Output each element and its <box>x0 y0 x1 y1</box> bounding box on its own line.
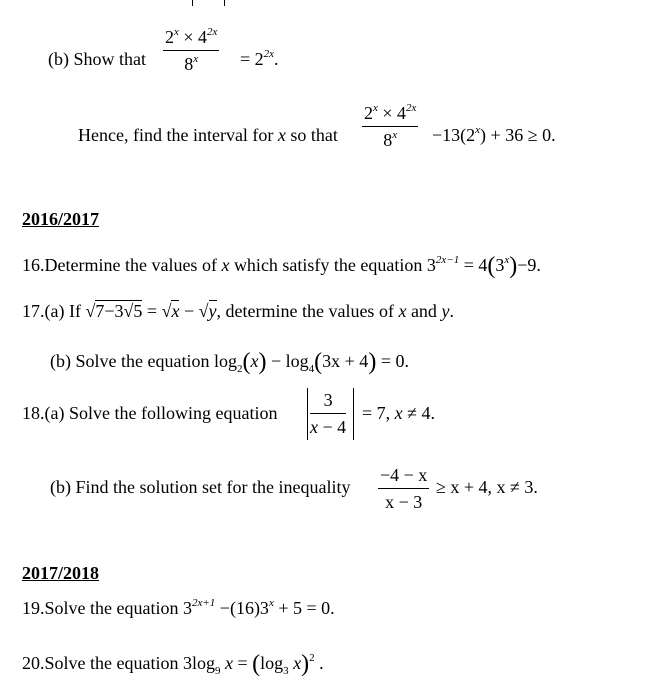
q15b-label: (b) Show that <box>48 49 146 69</box>
q15b-hence-label: Hence, find the interval for x so that <box>78 125 338 145</box>
q18b-fraction <box>378 466 429 511</box>
question-17a: 17.(a) If √7−3√5 = √x − √y, determine the values of x and y. <box>22 301 454 321</box>
section-heading-2016-2017: 2016/2017 <box>22 209 100 229</box>
question-17b: (b) Solve the equation $\log_2(x) - \log_4(3x + 4) = 0$. <box>50 349 409 375</box>
fraction-denominator: x − 4 <box>310 417 347 437</box>
section-heading-2017-2018: 2017/2018 <box>22 563 100 583</box>
fraction-numerator: 3 <box>323 390 333 410</box>
q18a-rhs: = 7, x ≠ 4. <box>362 403 436 423</box>
question-16: 16.Determine the values of x which satisfy the equation $3^{2x-1} = 4(3^x)-9$. <box>22 253 541 279</box>
q15b-fraction <box>163 28 219 73</box>
question-19: 19.Solve the equation $3^{2x+1} -(16)3^x + 5 = 0$. <box>22 597 335 618</box>
q15b-hence-rhs: $-13(2^x) + 36 \ge 0$. <box>432 124 556 145</box>
question-18b-label: (b) Find the solution set for the inequality <box>50 477 351 497</box>
q15b-hence-fraction <box>362 104 418 149</box>
previous-abs-bar-right <box>224 0 225 6</box>
fraction-numerator: $2^x \times 4^{2x}$ <box>165 26 218 47</box>
fraction-numerator: −4 − x <box>380 465 428 485</box>
q18a-fraction <box>310 391 346 436</box>
fraction-numerator: $2^x \times 4^{2x}$ <box>364 102 417 123</box>
question-18a-label: 18.(a) Solve the following equation <box>22 403 278 423</box>
fraction-denominator: 8$^x$ <box>184 53 199 74</box>
q15b-rhs: = $2^{2x}$. <box>240 48 279 69</box>
fraction-denominator: 8$^x$ <box>383 129 398 150</box>
fraction-denominator: x − 3 <box>385 492 423 512</box>
q18b-rhs: ≥ x + 4, x ≠ 3. <box>436 477 538 497</box>
question-20: 20.Solve the equation $3\log_9$ $x = (\log_3$ x)$^2$ . <box>22 651 324 677</box>
abs-bar-right <box>353 388 354 440</box>
sqrt-icon: √ <box>85 301 96 321</box>
previous-abs-bar-left <box>192 0 193 6</box>
abs-bar-left <box>307 388 308 440</box>
